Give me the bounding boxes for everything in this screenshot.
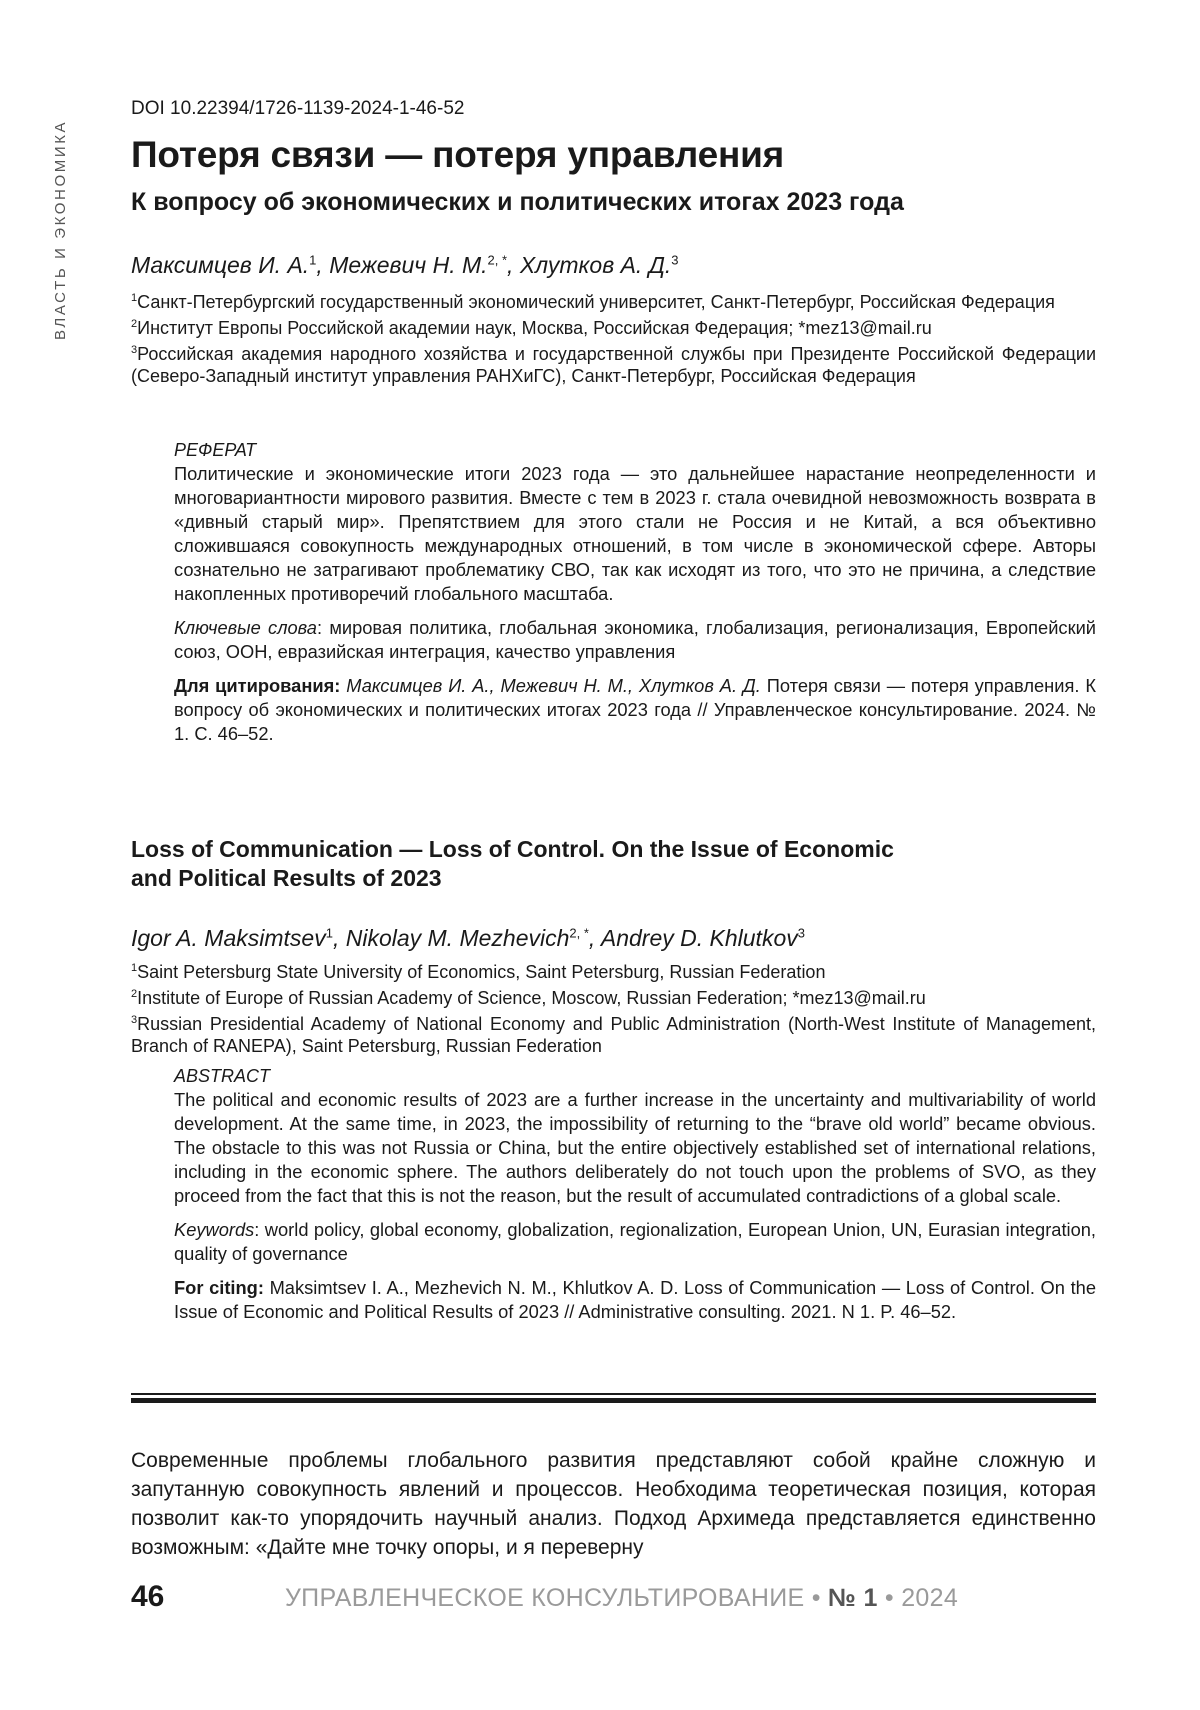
author-sup: 2, * <box>569 925 589 940</box>
authors-en: Igor A. Maksimtsev1, Nikolay M. Mezhevich2, *, Andrey D. Khlutkov3 <box>131 925 805 952</box>
article-title-ru: Потеря связи — потеря управления <box>131 134 784 176</box>
keywords <box>174 1218 1096 1266</box>
author-name: Igor A. Maksimtsev <box>131 925 326 951</box>
affiliation <box>131 957 1096 983</box>
abstract-heading: РЕФЕРАТ <box>174 438 1096 462</box>
author-sup: 1 <box>326 925 333 940</box>
affiliation-sup: 2 <box>131 988 137 1000</box>
author-name: Максимцев И. А. <box>131 252 309 278</box>
author-name: Nikolay M. Mezhevich <box>346 925 570 951</box>
keywords <box>174 616 1096 664</box>
journal-footer <box>285 1584 958 1613</box>
footer-separator: • <box>878 1584 902 1612</box>
citation-authors: Максимцев И. А., Межевич Н. М., Хлутков А. Д. <box>346 675 761 696</box>
affiliation-sup: 3 <box>131 1014 137 1026</box>
author-name: Межевич Н. М. <box>329 252 487 278</box>
abstract-ru <box>174 438 1096 746</box>
article-subtitle-ru: К вопросу об экономических и политических итогах 2023 года <box>131 188 904 217</box>
affiliation-text: Российская академия народного хозяйства и государственной службы при Президенте Российской Федерации (Северо-Западный институт управления РАНХиГС), Санкт-Петербург, Российская Федерация <box>131 344 1096 386</box>
author-sup: 1 <box>309 252 316 267</box>
citation-text: Maksimtsev I. A., Mezhevich N. M., Khlutkov A. D. Loss of Communication — Loss of Control. On the Issue of Economic and Political Results of 2023 // Administrative consulting. 2021. N 1. P. 46–52. <box>174 1277 1096 1322</box>
author-name: Andrey D. Khlutkov <box>601 925 798 951</box>
authors-ru: Максимцев И. А.1, Межевич Н. М.2, *, Хлутков А. Д.3 <box>131 252 679 279</box>
author-name: Хлутков А. Д. <box>520 252 671 278</box>
affiliation <box>131 287 1096 313</box>
citation <box>174 674 1096 746</box>
keywords-text: : мировая политика, глобальная экономика, глобализация, регионализация, Европейский союз, ООН, евразийская интеграция, качество управления <box>174 617 1096 662</box>
citation-label: Для цитирования: <box>174 675 340 696</box>
abstract-en <box>174 1064 1096 1324</box>
affiliation-sup: 1 <box>131 962 137 974</box>
journal-year: 2024 <box>901 1584 958 1612</box>
article-title-en: Loss of Communication — Loss of Control. On the Issue of Economic and Political Results of 2023 <box>131 835 931 893</box>
abstract-text: The political and economic results of 2023 are a further increase in the uncertainty and multivariability of world development. At the same time, in 2023, the impossibility of returning to the “brave old world” became obvious. The obstacle to this was not Russia or China, but the entire objectively established set of international relations, including in the economic sphere. The authors deliberately do not touch upon the problems of SVO, as they proceed from the fact that this is not the reason, but the result of accumulated contradictions of a global scale. <box>174 1088 1096 1208</box>
author-sup: 2, * <box>488 252 508 267</box>
affiliation-text: Saint Petersburg State University of Economics, Saint Petersburg, Russian Federation <box>137 962 825 982</box>
page-number: 46 <box>131 1580 164 1614</box>
divider-thin <box>131 1393 1096 1395</box>
keywords-text: : world policy, global economy, globalization, regionalization, European Union, UN, Eurasian integration, quality of governance <box>174 1219 1096 1264</box>
affiliation <box>131 339 1096 387</box>
body-paragraph: Современные проблемы глобального развития представляют собой крайне сложную и запутанную совокупность явлений и процессов. Необходима теоретическая позиция, которая позволит как-то упорядочить научный анализ. Подход Архимеда представляется единственно возможным: «Дайте мне точку опоры, и я переверну <box>131 1446 1096 1562</box>
affiliations-en <box>131 957 1096 1057</box>
footer-separator: • <box>805 1584 829 1612</box>
divider-thick <box>131 1398 1096 1403</box>
section-side-label: ВЛАСТЬ И ЭКОНОМИКА <box>52 60 76 340</box>
affiliation <box>131 313 1096 339</box>
author-sup: 3 <box>671 252 678 267</box>
affiliation <box>131 1009 1096 1057</box>
keywords-label: Ключевые слова <box>174 617 317 638</box>
affiliation-text: Санкт-Петербургский государственный экономический университет, Санкт-Петербург, Российская Федерация <box>137 292 1055 312</box>
journal-name: УПРАВЛЕНЧЕСКОЕ КОНСУЛЬТИРОВАНИЕ <box>285 1584 805 1612</box>
affiliation-sup: 2 <box>131 318 137 330</box>
citation-text: Потеря связи — потеря управления. К вопросу об экономических и политических итогах 2023 года // Управленческое консультирование. 2024. № 1. С. 46–52. <box>174 675 1096 744</box>
keywords-label: Keywords <box>174 1219 254 1240</box>
citation-label: For citing: <box>174 1277 264 1298</box>
affiliation-sup: 3 <box>131 344 137 356</box>
citation <box>174 1276 1096 1324</box>
affiliation-text: Институт Европы Российской академии наук, Москва, Российская Федерация; *mez13@mail.ru <box>137 318 932 338</box>
doi: DOI 10.22394/1726-1139-2024-1-46-52 <box>131 98 464 120</box>
affiliation-text: Institute of Europe of Russian Academy of Science, Moscow, Russian Federation; *mez13@mail.ru <box>137 988 926 1008</box>
journal-issue: № 1 <box>828 1584 878 1612</box>
abstract-heading: ABSTRACT <box>174 1064 1096 1088</box>
affiliation-sup: 1 <box>131 292 137 304</box>
affiliation-text: Russian Presidential Academy of National Economy and Public Administration (North-West Institute of Management, Branch of RANEPA), Saint Petersburg, Russian Federation <box>131 1014 1096 1056</box>
affiliations-ru <box>131 287 1096 387</box>
abstract-text: Политические и экономические итоги 2023 года — это дальнейшее нарастание неопределенности и многовариантности мирового развития. Вместе с тем в 2023 г. стала очевидной невозможность возврата в «дивный старый мир». Препятствием для этого стали не Россия и не Китай, а вся объективно сложившаяся совокупность международных отношений, в том числе в экономической сфере. Авторы сознательно не затрагивают проблематику СВО, так как исходят из того, что это не причина, а следствие накопленных противоречий глобального масштаба. <box>174 462 1096 606</box>
affiliation <box>131 983 1096 1009</box>
author-sup: 3 <box>798 925 805 940</box>
